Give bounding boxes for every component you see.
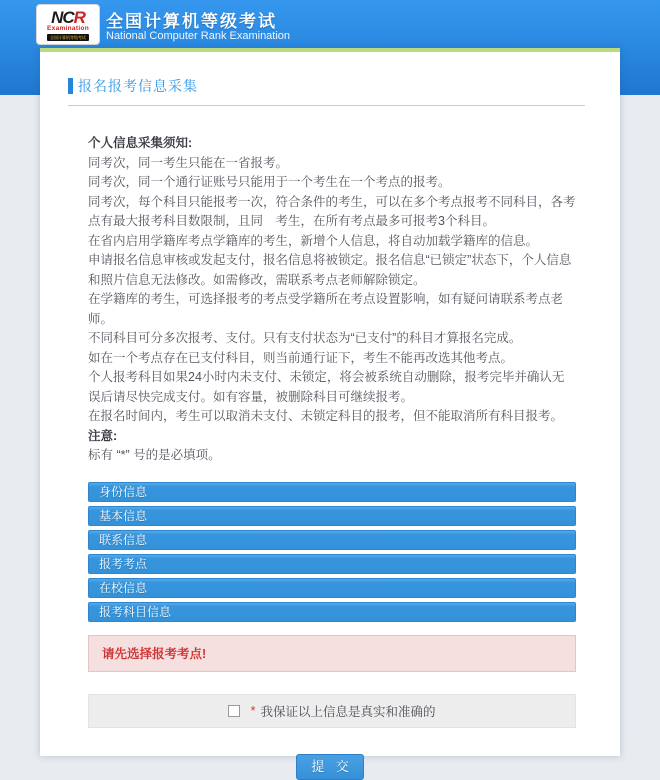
ncre-logo-letters: NCR (51, 7, 85, 27)
section-bar-school[interactable]: 在校信息 (88, 578, 576, 598)
notice-line: 在省内启用学籍库考点学籍库的考生，新增个人信息，将自动加载学籍库的信息。 (88, 233, 539, 248)
header (0, 0, 660, 50)
notice-note-heading: 注意: (88, 428, 118, 443)
content-panel (40, 48, 620, 774)
notice-line: 同考次，每个科目只能报考一次，符合条件的考生，可以在多个考点报考不同科目，各考点有最大报考科目数限制，且同 考生，在所有考点最多可报考3个科目。 (88, 194, 576, 228)
ncre-logo (36, 4, 100, 45)
agreement-checkbox[interactable] (228, 705, 240, 717)
agreement-bar (88, 694, 576, 728)
section-bar-exam-site[interactable]: 报考考点 (88, 554, 576, 574)
site-title: 全国计算机等级考试 (106, 12, 277, 31)
page-title: 报名报考信息采集 (78, 78, 198, 94)
notice-line: 同考次，同一考生只能在一省报考。 (88, 155, 289, 170)
submit-button[interactable]: 提 交 (296, 754, 364, 780)
notice-line: 在学籍库的考生，可选择报考的考点受学籍所在考点设置影响，如有疑问请联系考点老师。 (88, 292, 564, 326)
section-bar-subjects[interactable]: 报考科目信息 (88, 602, 576, 622)
notice-line: 在报名时间内，考生可以取消未支付、未锁定科目的报考，但不能取消所有科目报考。 (88, 409, 564, 423)
title-accent-bar (68, 78, 73, 94)
section-bar-basic[interactable]: 基本信息 (88, 506, 576, 526)
ncre-logo-strip: 全国计算机等级考试 (47, 34, 89, 41)
notice-heading: 个人信息采集须知: (88, 136, 193, 150)
ncre-logo-examination: Examination (47, 24, 89, 32)
section-bar-identity[interactable]: 身份信息 (88, 482, 576, 502)
notice-note-line: 标有 “*” 号的是必填项。 (88, 448, 221, 462)
notice-line: 申请报名信息审核或发起支付，报名信息将被锁定。报名信息“已锁定”状态下，个人信息和照片信息无法修改。如需修改，需联系考点老师解除锁定。 (88, 253, 572, 287)
title-divider (68, 105, 585, 106)
page-title-row (68, 76, 585, 96)
notice-line: 不同科目可分多次报考、支付。只有支付状态为“已支付”的科目才算报名完成。 (88, 331, 522, 345)
submit-row (40, 754, 620, 780)
site-subtitle: National Computer Rank Examination (106, 30, 291, 42)
required-asterisk: * (250, 703, 256, 718)
notice-line: 如在一个考点存在已支付科目，则当前通行证下，考生不能再改选其他考点。 (88, 350, 514, 365)
warning-box (88, 635, 576, 672)
agreement-label: 我保证以上信息是真实和准确的 (260, 704, 436, 719)
notice-line: 个人报考科目如果24小时内未支付、未锁定，将会被系统自动删除，报考完毕并确认无误后请尽快完成支付。如有容量，被删除科目可继续报考。 (88, 370, 565, 404)
notice-block (88, 134, 576, 466)
notice-line: 同考次，同一个通行证账号只能用于一个考生在一个考点的报考。 (88, 175, 451, 189)
warning-text: 请先选择报考考点! (102, 647, 207, 661)
form-section-list (88, 482, 576, 622)
section-bar-contact[interactable]: 联系信息 (88, 530, 576, 550)
